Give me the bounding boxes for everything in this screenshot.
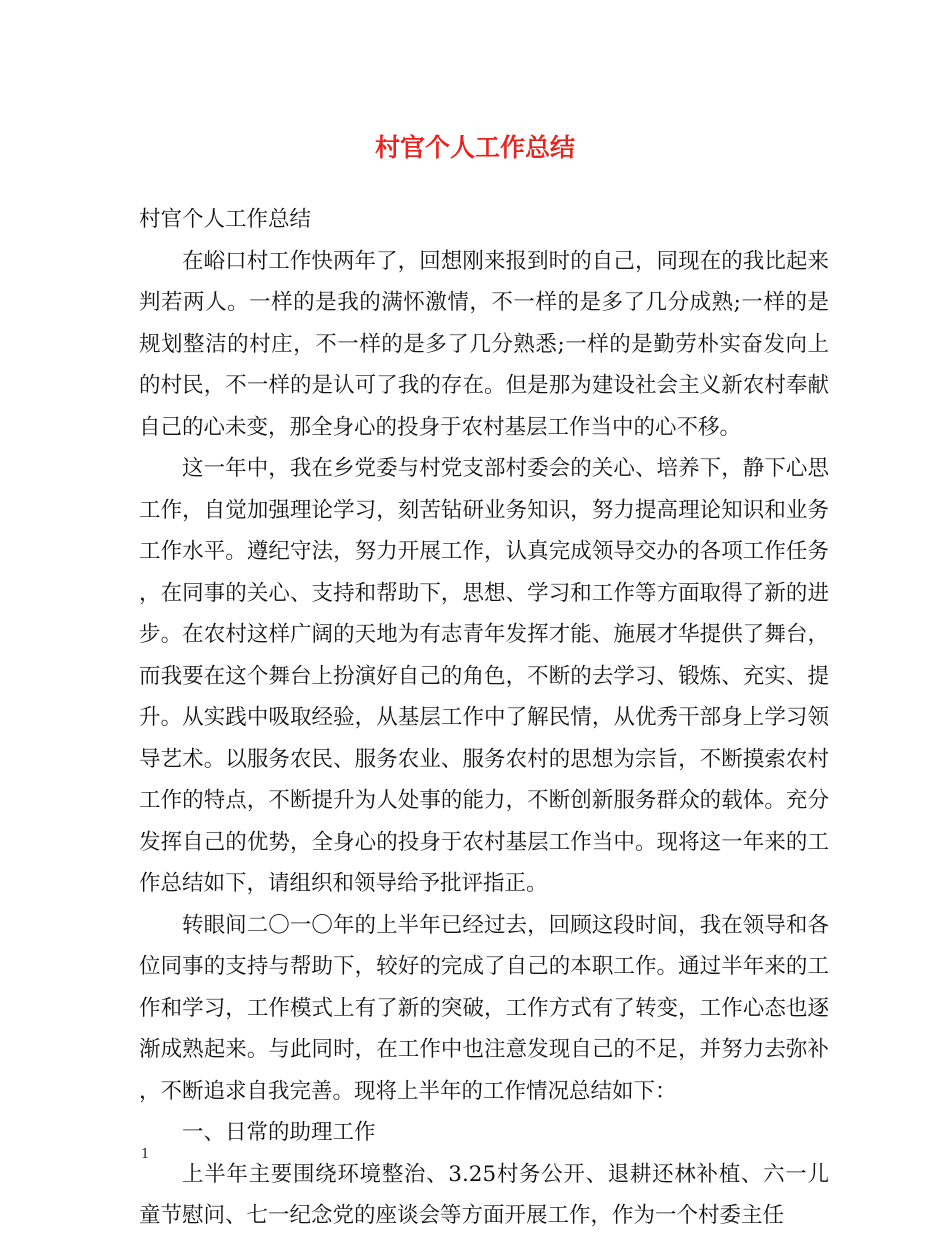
paragraph-year-review: 这一年中，我在乡党委与村党支部村委会的关心、培养下，静下心思工作，自觉加强理论学习，刻苦钻研业务知识，努力提高理论知识和业务工作水平。遵纪守法，努力开展工作，认真完成领导交办的各项工作任务，在同事的关心、支持和帮助下，思想、学习和工作等方面取得了新的进步。在农村这样广阔的天地为有志青年发挥才能、施展才华提供了舞台，而我要在这个舞台上扮演好自己的角色，不断的去学习、锻炼、充实、提升。从实践中吸取经验，从基层工作中了解民情，从优秀干部身上学习领导艺术。以服务农民、服务农业、服务农村的思想为宗旨，不断摸索农村工作的特点，不断提升为人处事的能力，不断创新服务群众的载体。充分发挥自己的优势，全身心的投身于农村基层工作当中。现将这一年来的工作总结如下，请组织和领导给予批评指正。 bbox=[139, 456, 829, 896]
document-title: 村官个人工作总结 bbox=[374, 133, 575, 162]
paragraph-daily-work: 上半年主要围绕环境整治、3.25村务公开、退耕还林补植、六一儿童节慰问、七一纪念党的座谈会等方面开展工作，作为一个村委主任 bbox=[139, 1161, 829, 1228]
page-number: 1 bbox=[141, 1147, 150, 1162]
paragraph-half-year: 转眼间二〇一〇年的上半年已经过去，回顾这段时间，我在领导和各位同事的支持与帮助下，较好的完成了自己的本职工作。通过半年来的工作和学习，工作模式上有了新的突破，工作方式有了转变，工作心态也逐渐成熟起来。与此同时，在工作中也注意发现自己的不足，并努力去弥补，不断追求自我完善。现将上半年的工作情况总结如下： bbox=[139, 912, 829, 1104]
paragraph-intro: 在峪口村工作快两年了，回想刚来报到时的自己，同现在的我比起来判若两人。一样的是我的满怀激情，不一样的是多了几分成熟;一样的是规划整洁的村庄，不一样的是多了几分熟悉;一样的是勤劳朴实奋发向上的村民，不一样的是认可了我的存在。但是那为建设社会主义新农村奉献自己的心未变，那全身心的投身于农村基层工作当中的心不移。 bbox=[139, 248, 829, 440]
document-body bbox=[139, 199, 829, 1237]
section-heading-daily-work: 一、日常的助理工作 bbox=[182, 1120, 376, 1145]
document-subtitle: 村官个人工作总结 bbox=[139, 207, 312, 232]
